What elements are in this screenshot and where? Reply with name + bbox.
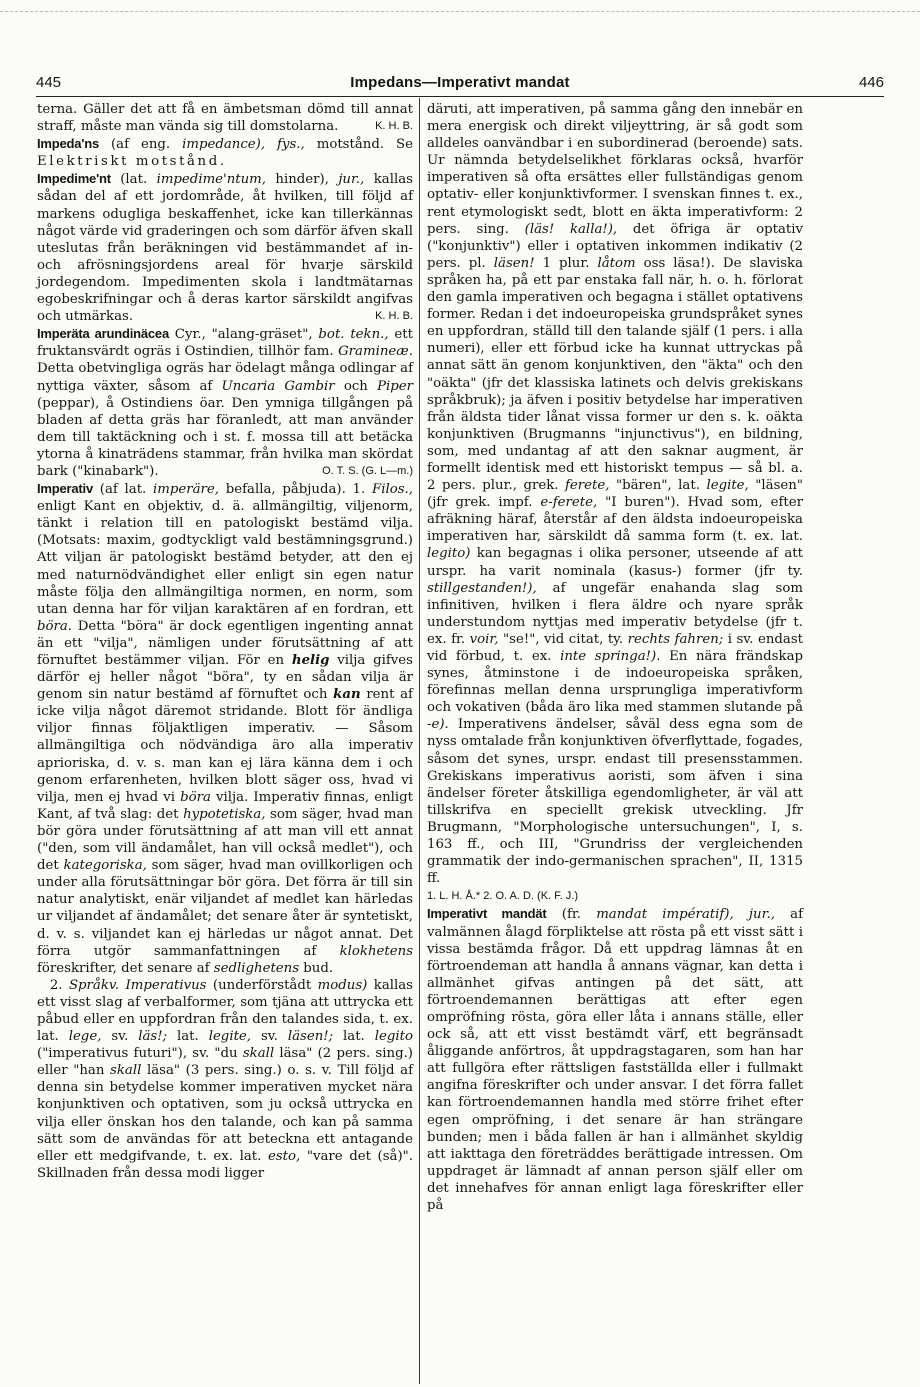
scan-edge (0, 11, 920, 12)
entry-impediment: Impedime'nt (lat. impedime'ntum, hinder), jur., kallas sådan del af ett jordområde, åt hvilken, till följd af markens odugliga beskaffenhet, icke kan tillerkännas något värde vid graderingen och som därför äfven skall uteslutas från beräkningen vid bestämmandet af in- och afrösningsjordens areal för hvarje särskild jordegendom. Impedimenten skola i landtmätarnas egobeskrifningar och å deras kartor särskildt angifvas och utmärkas. K. H. B. (37, 171, 413, 325)
right-column (427, 101, 803, 1214)
left-column (37, 101, 413, 1182)
headword-imperata: Imperäta arundinäcea (37, 326, 169, 342)
page-header (36, 74, 884, 96)
author-signature: 1. L. H. Å.* 2. O. A. D. (K. F. J.) (427, 890, 578, 903)
paragraph-continuation: terna. Gäller det att få en ämbetsman dömd till annat straff, måste man vända sig till domstolarna. K. H. B. (37, 102, 413, 135)
header-rule (36, 96, 884, 97)
headword-imperativt-mandat: Imperativt mandät (427, 906, 547, 922)
headword-impedans: Impeda'ns (37, 136, 99, 152)
headword-imperativ: Imperativ (37, 481, 94, 497)
headword-impediment: Impedime'nt (37, 171, 111, 187)
cross-reference: Elektriskt motstånd. (37, 154, 227, 170)
entry-imperativ-continued: däruti, att imperativen, på samma gång den innebär en mera energisk och direkt viljeyttring, är så godt som alldeles oanvändbar i en subordinerad (beroende) sats. Ur nämnda betydelselikhet förklaras också, hvarför imperativen så ofta ersättes eller fullständigas genom optativ- eller konjunktivformer. I svenskan finnes t. ex., rent etymologiskt sedt, blott en äkta imperativform: 2 pers. sing. (läs! kalla!), det öfriga är optativ ("konjunktiv") eller i optativen inkommen indikativ (2 pers. pl. läsen! 1 plur. låtom oss läsa!). De slaviska språken ha, på ett par enstaka fall när, h. o. h. förlorat den gamla imperativen och begagna i stället optativens former. Redan i det indoeuropeiska grundspråket synes en uppfordran, ställd till den talande själf (1 pers. i alla numeri), eller ett förbud icke ha kunnat uttryckas på annat sätt än genom konjunktiven, den "äkta" och den "oäkta" (jfr det klassiska latinets och delvis grekiskans språkbruk); ja äfven i positiv betydelse har imperativen från äldsta tider lånat vissa former ur den s. k. oäkta konjunktiven (Brugmanns "injunctivus"), en bildning, som, med undantag af att den saknar augment, är formellt identisk med ett historiskt tempus — så bl. a. 2 pers. plur., grek. ferete, "bären", lat. legite, "läsen" (jfr grek. impf. e-ferete, "I buren"). Hvad som, efter afräkning häraf, återstår af den äldsta indoeuropeiska imperativen har, särskildt då samma form (t. ex. lat. legito) kan begagnas i olika personer, utseende af att urspr. ha varit nominala (kasus-) former (jfr ty. stillgestanden!), af ungefär enahanda slag som infinitiven, hvilken i flera äldre och nyare språk understundom nyttjas med imperativ betydelse (jfr t. ex. fr. voir, "se!", vid citat, ty. rechts fahren; i sv. endast vid förbud, t. ex. inte springa!). En nära frändskap synes, åtminstone i de indoeuropeiska språken, förefinnas mellan denna ursprungliga imperativform och vokativen (båda äro lika med stammen slutande på -e). Imperativens ändelser, såväl dess egna som de nyss omtalade från konjunktiven öfverflyttade, fogades, såsom det synes, urspr. endast till presensstammen. Grekiskans imperativus aoristi, som äfven i sina ändelser företer åtskilliga egendomligheter, är väl att tillskrifva en speciellt grekisk utveckling. Jfr Brugmann, "Morphologische untersuchungen", I, s. 163 ff., och III, "Grundriss der vergleichenden grammatik der indo-germanischen sprachen", II, 1315 ff. (427, 102, 804, 887)
page-number-right: 446 (858, 74, 884, 91)
author-signature: K. H. B. (375, 310, 413, 323)
page-number-left: 445 (36, 74, 62, 91)
entry-imperativt-mandat: Imperativt mandät (fr. mandat impératif), jur., af valmännen ålagd förpliktelse att rösta på ett visst sätt i vissa bestämda frågor. Då ett uppdrag lämnas åt en förtroendeman att handla å annans vägnar, kan detta i allmänhet gifvas antingen på det sätt, att förtroendemannen berättigas att efter egen ompröfning rösta, göra eller låta i annans ställe, eller ock så, att ett visst bestämdt värf, ett begränsadt åliggande anförtros, åt uppdragstagaren, som han har att fullgöra efter rättsligen fastställda eller i fullmakt angifna föreskrifter och under ansvar. I det förra fallet kan förtroendemannen handla med större frihet efter egen ompröfning, i det senare är han strängare bunden; men i båda fallen är han i allmänhet skyldig att iakttaga den företräddes berättigade intressen. Om uppdraget är lämnadt af annan person själf eller om det innehafves för annan enligt laga föreskrifter eller på (427, 906, 804, 1213)
entry-imperata: Imperäta arundinäcea Cyr., "alang-gräset", bot. tekn., ett fruktansvärdt ogräs i Ostindien, tillhör fam. Gramineæ. Detta obetvingliga ogräs har ödelagt många odlingar af nyttiga växter, såsom af Uncaria Gambir och Piper (peppar), å Ostindiens öar. Den ymniga tillgången på bladen af detta gräs har föranledt, att man använder dem till taktäckning och i st. f. mossa till att betäcka ytorna å kinaträdens stammar, från hvilka man skördat bark ("kinabark"). O. T. S. (G. L—m.) (37, 326, 413, 479)
author-signature: O. T. S. (G. L—m.) (322, 464, 413, 477)
running-title: Impedans—Imperativt mandat (350, 74, 570, 91)
entry-imperativ: Imperativ (af lat. imperäre, befalla, påbjuda). 1. Filos., enligt Kant en objektiv, d. ä. allmängiltig, viljenorm, tänkt i relation till en patologiskt bestämd vilja. (Motsats: maxim, godtyckligt vald bestämningsgrund.) Att viljan är patologiskt bestämd betyder, att den ej med naturnödvändighet eller enligt sin egen natur måste följa den allmängiltiga normen, en norm, som utan denna har för viljan karaktären af en fordran, ett böra. Detta "böra" är dock egentligen ingenting annat än ett "vilja", nämligen under förutsättning af att förnuftet bestämmer viljan. För en helig vilja gifves därför ej heller något "böra", ty en sådan vilja är genom sin natur bestämd af förnuftet och kan rent af icke vilja något däremot stridande. Blott för ändliga viljor finnas följaktligen imperativ. — Såsom allmängiltiga och nödvändiga äro alla imperativ aprioriska, d. v. s. man kan ej lära känna dem i och genom erfarenheten, hvilken blott säger oss, hvad vi vilja, men ej hvad vi böra vilja. Imperativ finnas, enligt Kant, af två slag: det hypotetiska, som säger, hvad man bör göra under förutsättning af att man vill ett annat ("den, som vill ändamålet, han vill också medlet"), och det kategoriska, som säger, hvad man ovillkorligen och under alla förutsättningar bör göra. Det förra är till sin natur analytiskt, enär viljandet af medlet kan härledas ur viljandet af ändamålet; det senare åter är syntetiskt, d. v. s. viljandet kan ej härledas ur något annat. Det förra utgör sammanfattningen af klokhetens föreskrifter, det senare af sedlighetens bud. (37, 481, 414, 976)
entry-impedans: Impeda'ns (af eng. impedance), fys., motstånd. Se Elektriskt motstånd. (37, 136, 414, 170)
column-divider (419, 98, 420, 1384)
entry-imperativ-sprak: 2. Språkv. Imperativus (underförstådt modus) kallas ett visst slag af verbalformer, som tjäna att uttrycka ett påbud eller en uppfordran från den talandes sida, t. ex. lat. lege, sv. läs!; lat. legite, sv. läsen!; lat. legito ("imperativus futuri"), sv. "du skall läsa" (2 pers. sing.) eller "han skall läsa" (3 pers. sing.) o. s. v. Till följd af denna sin betydelse kommer imperativen mycket nära konjunktiven och optativen, som ju också uttrycka en vilja eller önskan hos den talande, och kan på samma sätt som de användas för att beteckna ett antagande eller ett medgifvande, t. ex. lat. esto, "vare det (så)". Skillnaden från dessa modi ligger (37, 977, 414, 1181)
